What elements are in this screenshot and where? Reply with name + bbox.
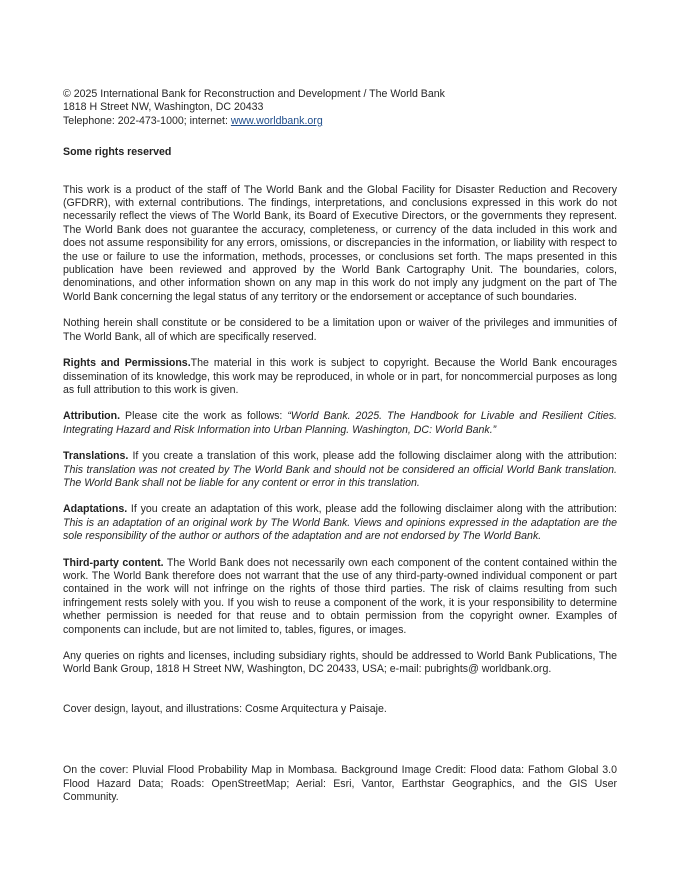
rights-permissions-label: Rights and Permissions. xyxy=(63,357,191,370)
attribution-citation: “World Bank. 2025. The Handbook for Livable and Resilient Cities. Integrating Hazard and Risk Information into Urban Planning. Washington, DC: World Bank.” xyxy=(63,410,617,436)
adaptations-paragraph xyxy=(63,503,617,543)
cover-design-credit: Cover design, layout, and illustrations: Cosme Arquitectura y Paisaje. xyxy=(63,702,387,715)
intro-paragraph: This work is a product of the staff of The World Bank and the Global Facility for Disaster Reduction and Recovery (GFDRR), with external contributions. The findings, interpretations, and conclusions expressed in this work do not necessarily reflect the views of The World Bank, its Board of Executive Directors, or the governments they represent. The World Bank does not guarantee the accuracy, completeness, or currency of the data included in this work and does not assume responsibility for any errors, omissions, or discrepancies in the information, or liability with respect to the use or failure to use the information, methods, processes, or conclusions set forth. The maps presented in this publication have been reviewed and approved by the World Bank Cartography Unit. The boundaries, colors, denominations, and other information shown on any map in this work do not imply any judgment on the part of The World Bank concerning the legal status of any territory or the endorsement or acceptance of such boundaries. xyxy=(63,183,617,303)
rights-heading: Some rights reserved xyxy=(63,146,172,159)
website-link[interactable]: www.worldbank.org xyxy=(230,114,323,127)
attribution-label: Attribution. xyxy=(63,410,121,423)
rights-permissions-paragraph xyxy=(63,357,617,397)
address-line: 1818 H Street NW, Washington, DC 20433 xyxy=(63,101,264,114)
rights-permissions-text: The material in this work is subject to copyright. Because the World Bank encourages dissemination of its knowledge, this work may be reproduced, in whole or in part, for noncommercial purposes as long as full attribution to this work is given. xyxy=(63,357,618,396)
adaptations-disclaimer: This is an adaptation of an original work by The World Bank. Views and opinions expressed in the adaptation are the sole responsibility of the author or authors of the adaptation and are not endorsed by The World Bank. xyxy=(63,516,617,543)
copyright-page xyxy=(63,88,617,804)
translations-label: Translations. xyxy=(63,450,129,463)
nothing-herein-paragraph: Nothing herein shall constitute or be considered to be a limitation upon or waiver of the privileges and immunities of The World Bank, all of which are specifically reserved. xyxy=(63,317,617,343)
translations-disclaimer: This translation was not created by The World Bank and should not be considered an official World Bank translation. The World Bank shall not be liable for any content or error in this translation. xyxy=(63,463,617,489)
adaptations-text: If you create an adaptation of this work, please add the following disclaimer along with the attribution: xyxy=(127,503,617,516)
attribution-paragraph xyxy=(63,410,617,437)
adaptations-label: Adaptations. xyxy=(63,503,128,516)
translations-text: If you create a translation of this work, please add the following disclaimer along with the attribution: xyxy=(128,450,617,463)
copyright-line: © 2025 International Bank for Reconstruction and Development / The World Bank xyxy=(63,88,445,100)
translations-paragraph xyxy=(63,450,617,490)
third-party-paragraph xyxy=(63,557,617,637)
copyright-block xyxy=(63,88,617,128)
on-cover-credit: On the cover: Pluvial Flood Probability Map in Mombasa. Background Image Credit: Flood data: Fathom Global 3.0 Flood Hazard Data; Roads: OpenStreetMap; Aerial: Esri, Vantor, Earthstar Geographics, and the GIS User Community. xyxy=(63,764,617,804)
third-party-text: The World Bank does not necessarily own each component of the content contained within the work. The World Bank therefore does not warrant that the use of any third-party-owned individual component or part contained in the work will not infringe on the rights of those third parties. The risk of claims resulting from such infringement rests solely with you. If you wish to reuse a component of the work, it is your responsibility to determine whether permission is needed for that reuse and to obtain permission from the copyright owner. Examples of components can include, but are not limited to, tables, figures, or images. xyxy=(63,556,617,636)
third-party-label: Third-party content. xyxy=(63,556,164,569)
queries-paragraph: Any queries on rights and licenses, including subsidiary rights, should be addressed to World Bank Publications, The World Bank Group, 1818 H Street NW, Washington, DC 20433, USA; e-mail: pubrights@ worldbank.org. xyxy=(63,650,617,676)
telephone-text: Telephone: 202-473-1000; internet: xyxy=(63,114,231,127)
attribution-text: Please cite the work as follows: xyxy=(120,410,288,423)
